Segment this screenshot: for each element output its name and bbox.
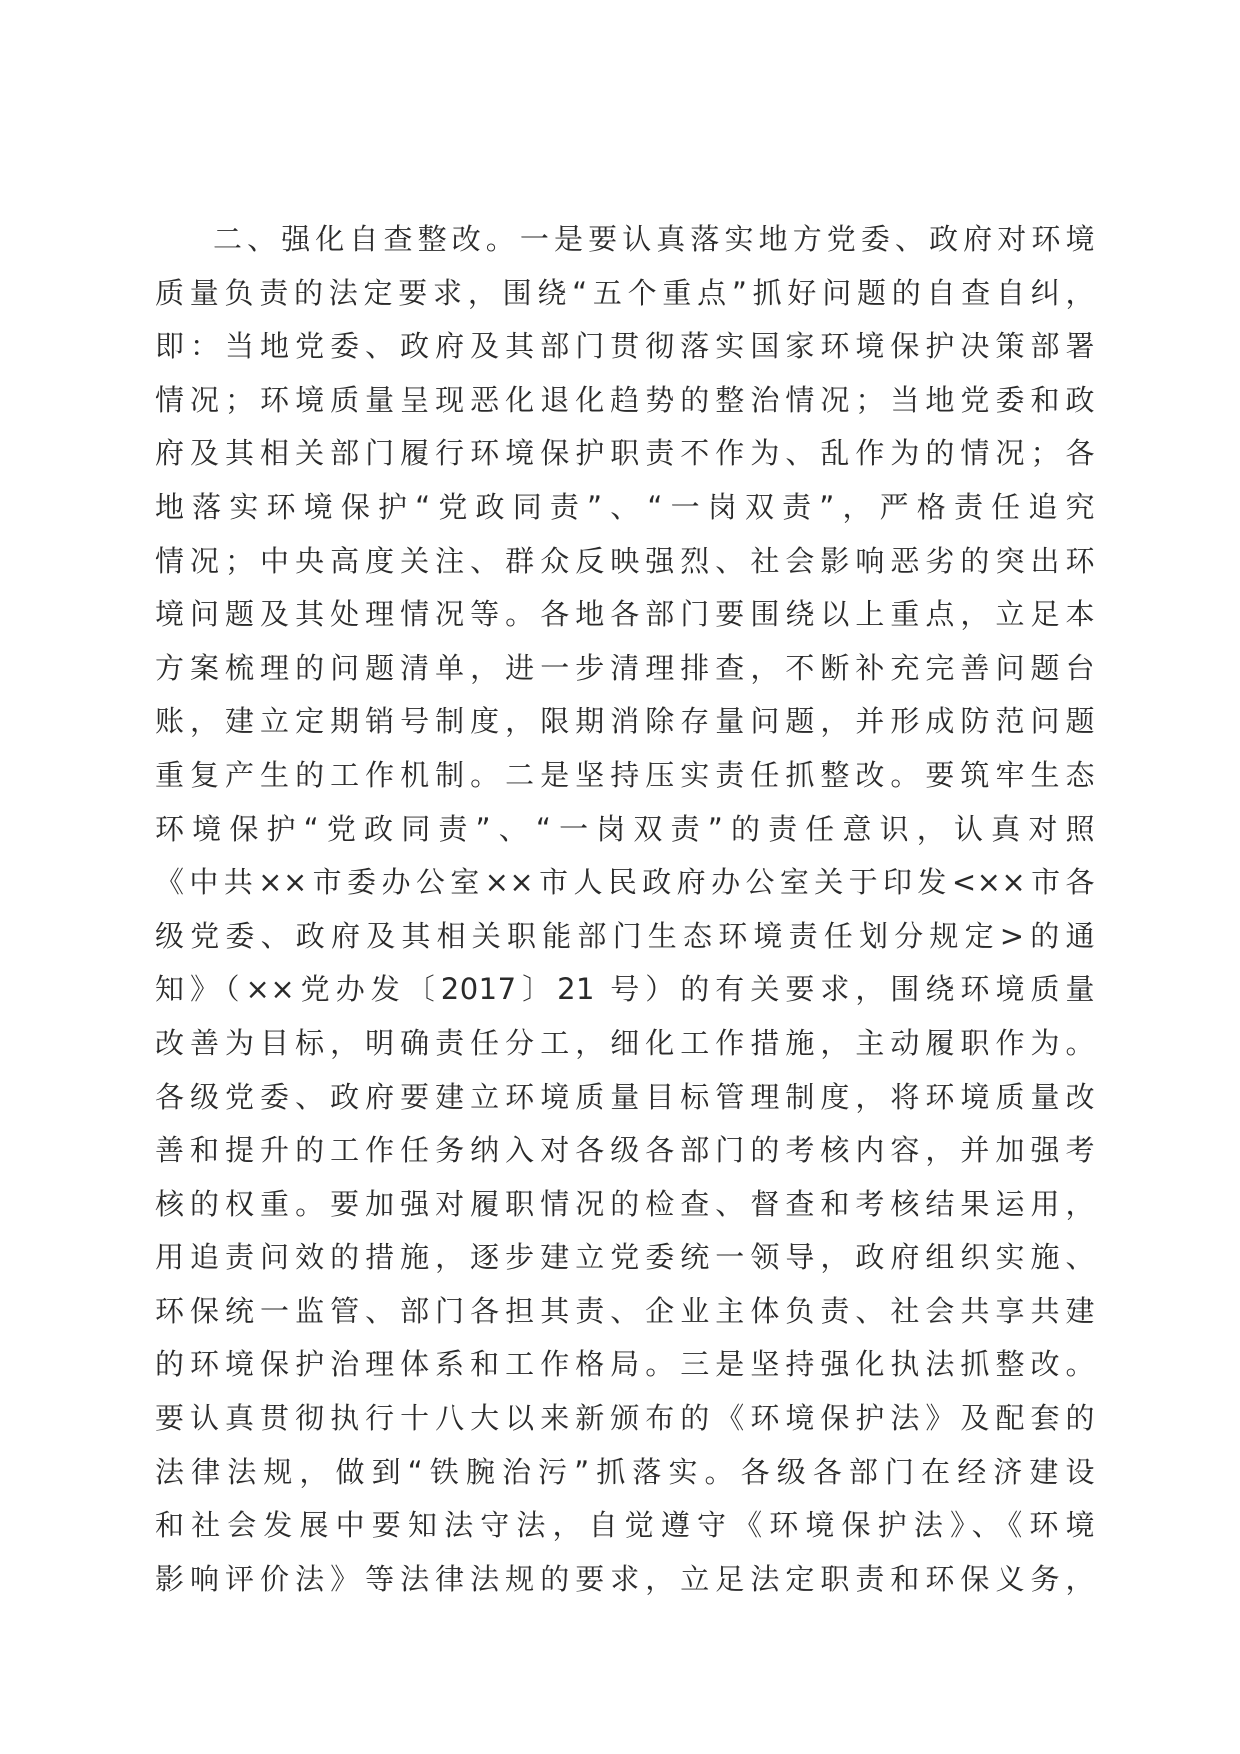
- text-line: 级党委、政府及其相关职能部门生态环境责任划分规定>的通: [155, 918, 1095, 953]
- text-line: 各级党委、政府要建立环境质量目标管理制度，将环境质量改: [155, 1079, 1095, 1114]
- text-line: 影响评价法》等法律法规的要求，立足法定职责和环保义务，: [155, 1561, 1095, 1596]
- text-line: 核的权重。要加强对履职情况的检查、督查和考核结果运用，: [155, 1186, 1095, 1221]
- text-line: 法律法规，做到“铁腕治污”抓落实。各级各部门在经济建设: [155, 1454, 1095, 1489]
- text-line: 环境保护“党政同责”、“一岗双责”的责任意识，认真对照: [155, 811, 1095, 846]
- text-line: 要认真贯彻执行十八大以来新颁布的《环境保护法》及配套的: [155, 1401, 1095, 1436]
- text-line: 即：当地党委、政府及其部门贯彻落实国家环境保护决策部署: [155, 329, 1095, 364]
- text-line: 知》（××党办发〔2017〕21 号）的有关要求，围绕环境质量: [155, 972, 1095, 1007]
- text-line: 重复产生的工作机制。二是坚持压实责任抓整改。要筑牢生态: [155, 757, 1095, 792]
- text-line: 环保统一监管、部门各担其责、企业主体负责、社会共享共建: [155, 1293, 1095, 1328]
- text-line: 和社会发展中要知法守法，自觉遵守《环境保护法》、《环境: [155, 1508, 1095, 1543]
- text-line: 方案梳理的问题清单，进一步清理排查，不断补充完善问题台: [155, 650, 1095, 685]
- text-line: 《中共××市委办公室××市人民政府办公室关于印发<××市各: [155, 865, 1095, 900]
- text-line: 境问题及其处理情况等。各地各部门要围绕以上重点，立足本: [155, 597, 1095, 632]
- text-line: 府及其相关部门履行环境保护职责不作为、乱作为的情况；各: [155, 436, 1095, 471]
- text-line: 情况；环境质量呈现恶化退化趋势的整治情况；当地党委和政: [155, 382, 1095, 417]
- text-line: 善和提升的工作任务纳入对各级各部门的考核内容，并加强考: [155, 1133, 1095, 1168]
- text-line: 地落实环境保护“党政同责”、“一岗双责”，严格责任追究: [155, 489, 1095, 524]
- body-paragraph: [155, 213, 1095, 1606]
- text-line: 用追责问效的措施，逐步建立党委统一领导，政府组织实施、: [155, 1240, 1095, 1275]
- text-line: 的环境保护治理体系和工作格局。三是坚持强化执法抓整改。: [155, 1347, 1095, 1382]
- text-line: 改善为目标，明确责任分工，细化工作措施，主动履职作为。: [155, 1025, 1095, 1060]
- text-line: 账，建立定期销号制度，限期消除存量问题，并形成防范问题: [155, 704, 1095, 739]
- text-line: 情况；中央高度关注、群众反映强烈、社会影响恶劣的突出环: [155, 543, 1095, 578]
- text-line: 质量负责的法定要求，围绕“五个重点”抓好问题的自查自纠，: [155, 275, 1095, 310]
- text-line: 二、强化自查整改。一是要认真落实地方党委、政府对环境: [213, 222, 1095, 256]
